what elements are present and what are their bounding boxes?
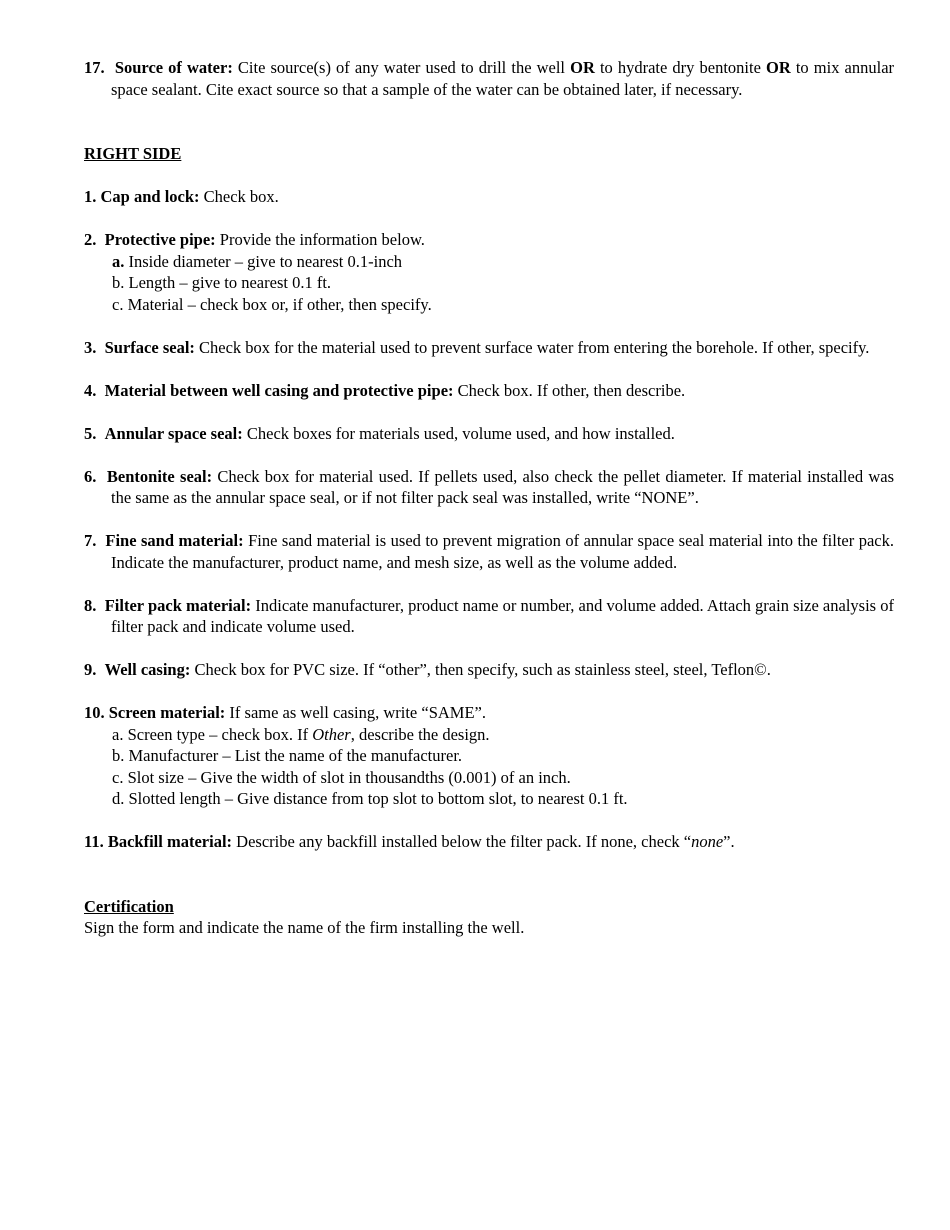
section-heading-certification: Certification <box>84 896 174 916</box>
item-label: Material between well casing and protective pipe: <box>104 380 454 400</box>
item-number: 11. <box>84 832 104 851</box>
sub-item-2a <box>84 251 894 273</box>
item-7-fine-sand-material <box>84 530 894 573</box>
item-label: Fine sand material: <box>105 531 244 550</box>
sub-letter: a. <box>112 251 125 271</box>
item-9-well-casing <box>84 659 894 681</box>
item-text-emphasis: none <box>691 832 724 851</box>
item-label: Backfill material: <box>107 832 233 851</box>
item-label: Bentonite seal: <box>106 466 213 486</box>
item-text: Check boxes for materials used, volume used, and how installed. <box>242 423 675 443</box>
item-number: 3. <box>84 337 97 357</box>
item-6-bentonite-seal <box>84 466 894 509</box>
sub-text: , describe the design. <box>350 724 490 744</box>
item-text: Check box for material used. If pellets used, also check the pellet diameter. If material installed was the same as the annular space seal, or if not filter pack seal was installed, write “NONE”. <box>111 466 895 507</box>
sub-item-2c: c. Material – check box or, if other, then specify. <box>112 294 432 314</box>
item-number: 10. <box>84 703 105 722</box>
sub-item-10a <box>84 724 894 746</box>
item-number: 5. <box>84 423 97 443</box>
item-label: Filter pack material: <box>104 595 252 615</box>
item-text: Check box for the material used to prevent surface water from entering the borehole. If other, specify. <box>194 337 870 357</box>
item-text: to hydrate dry bentonite <box>594 58 767 77</box>
item-text: ”. <box>723 832 735 851</box>
item-number: 1. <box>84 187 97 206</box>
item-number: 6. <box>84 466 97 486</box>
item-text: Fine sand material is used to prevent migration of annular space seal material into the filter pack. Indicate the manufacturer, product name, and mesh size, as well as the volume added. <box>111 531 894 572</box>
item-2-protective-pipe <box>84 229 894 251</box>
item-text: to mix annular space sealant. Cite exact source so that a sample of the water can be obtained later, if necessary. <box>111 58 895 99</box>
item-number: 8. <box>84 595 97 615</box>
sub-item-10b: b. Manufacturer – List the name of the manufacturer. <box>112 746 463 765</box>
emphasis-or: OR <box>570 58 595 77</box>
item-label: Screen material: <box>108 703 226 722</box>
item-text: Provide the information below. <box>215 230 425 249</box>
item-label: Annular space seal: <box>104 423 243 443</box>
sub-item-2b: b. Length – give to nearest 0.1 ft. <box>112 273 332 292</box>
item-8-filter-pack-material <box>84 595 894 638</box>
item-text: Check box. <box>199 187 279 206</box>
item-text: Describe any backfill installed below the filter pack. If none, check “ <box>232 832 692 851</box>
item-label: Well casing: <box>104 660 191 679</box>
emphasis-or: OR <box>766 58 791 77</box>
item-label: Surface seal: <box>104 337 195 357</box>
sub-text: Inside diameter – give to nearest 0.1-inch <box>124 251 403 271</box>
item-number: 2. <box>84 230 97 249</box>
item-text: Cite source(s) of any water used to drill the well <box>232 58 571 77</box>
certification-text: Sign the form and indicate the name of the firm installing the well. <box>84 918 525 937</box>
item-text: Indicate manufacturer, product name or number, and volume added. Attach grain size analysis of filter pack and indicate volume used. <box>111 595 894 636</box>
item-number: 9. <box>84 660 97 679</box>
section-heading-right-side: RIGHT SIDE <box>84 144 182 163</box>
item-5-annular-space-seal <box>84 423 894 445</box>
item-label: Source of water: <box>114 58 233 77</box>
item-label: Cap and lock: <box>100 187 200 206</box>
item-label: Protective pipe: <box>104 230 216 249</box>
item-10-screen-material <box>84 702 894 724</box>
item-17-source-of-water <box>84 57 894 100</box>
item-11-backfill-material <box>84 831 894 853</box>
item-text: Check box. If other, then describe. <box>453 380 686 400</box>
item-number: 17. <box>84 58 105 77</box>
item-4-material-between <box>84 380 894 402</box>
item-number: 7. <box>84 531 97 550</box>
sub-item-10c: c. Slot size – Give the width of slot in thousandths (0.001) of an inch. <box>112 767 571 787</box>
sub-text-emphasis: Other <box>312 724 351 744</box>
item-number: 4. <box>84 380 97 400</box>
item-3-surface-seal <box>84 337 894 359</box>
document-page <box>84 57 894 939</box>
item-text: Check box for PVC size. If “other”, then specify, such as stainless steel, steel, Teflon©. <box>190 660 771 679</box>
item-text: If same as well casing, write “SAME”. <box>225 703 486 722</box>
sub-text: a. Screen type – check box. If <box>112 724 313 744</box>
item-1-cap-and-lock <box>84 186 894 208</box>
sub-item-10d: d. Slotted length – Give distance from top slot to bottom slot, to nearest 0.1 ft. <box>112 789 628 808</box>
